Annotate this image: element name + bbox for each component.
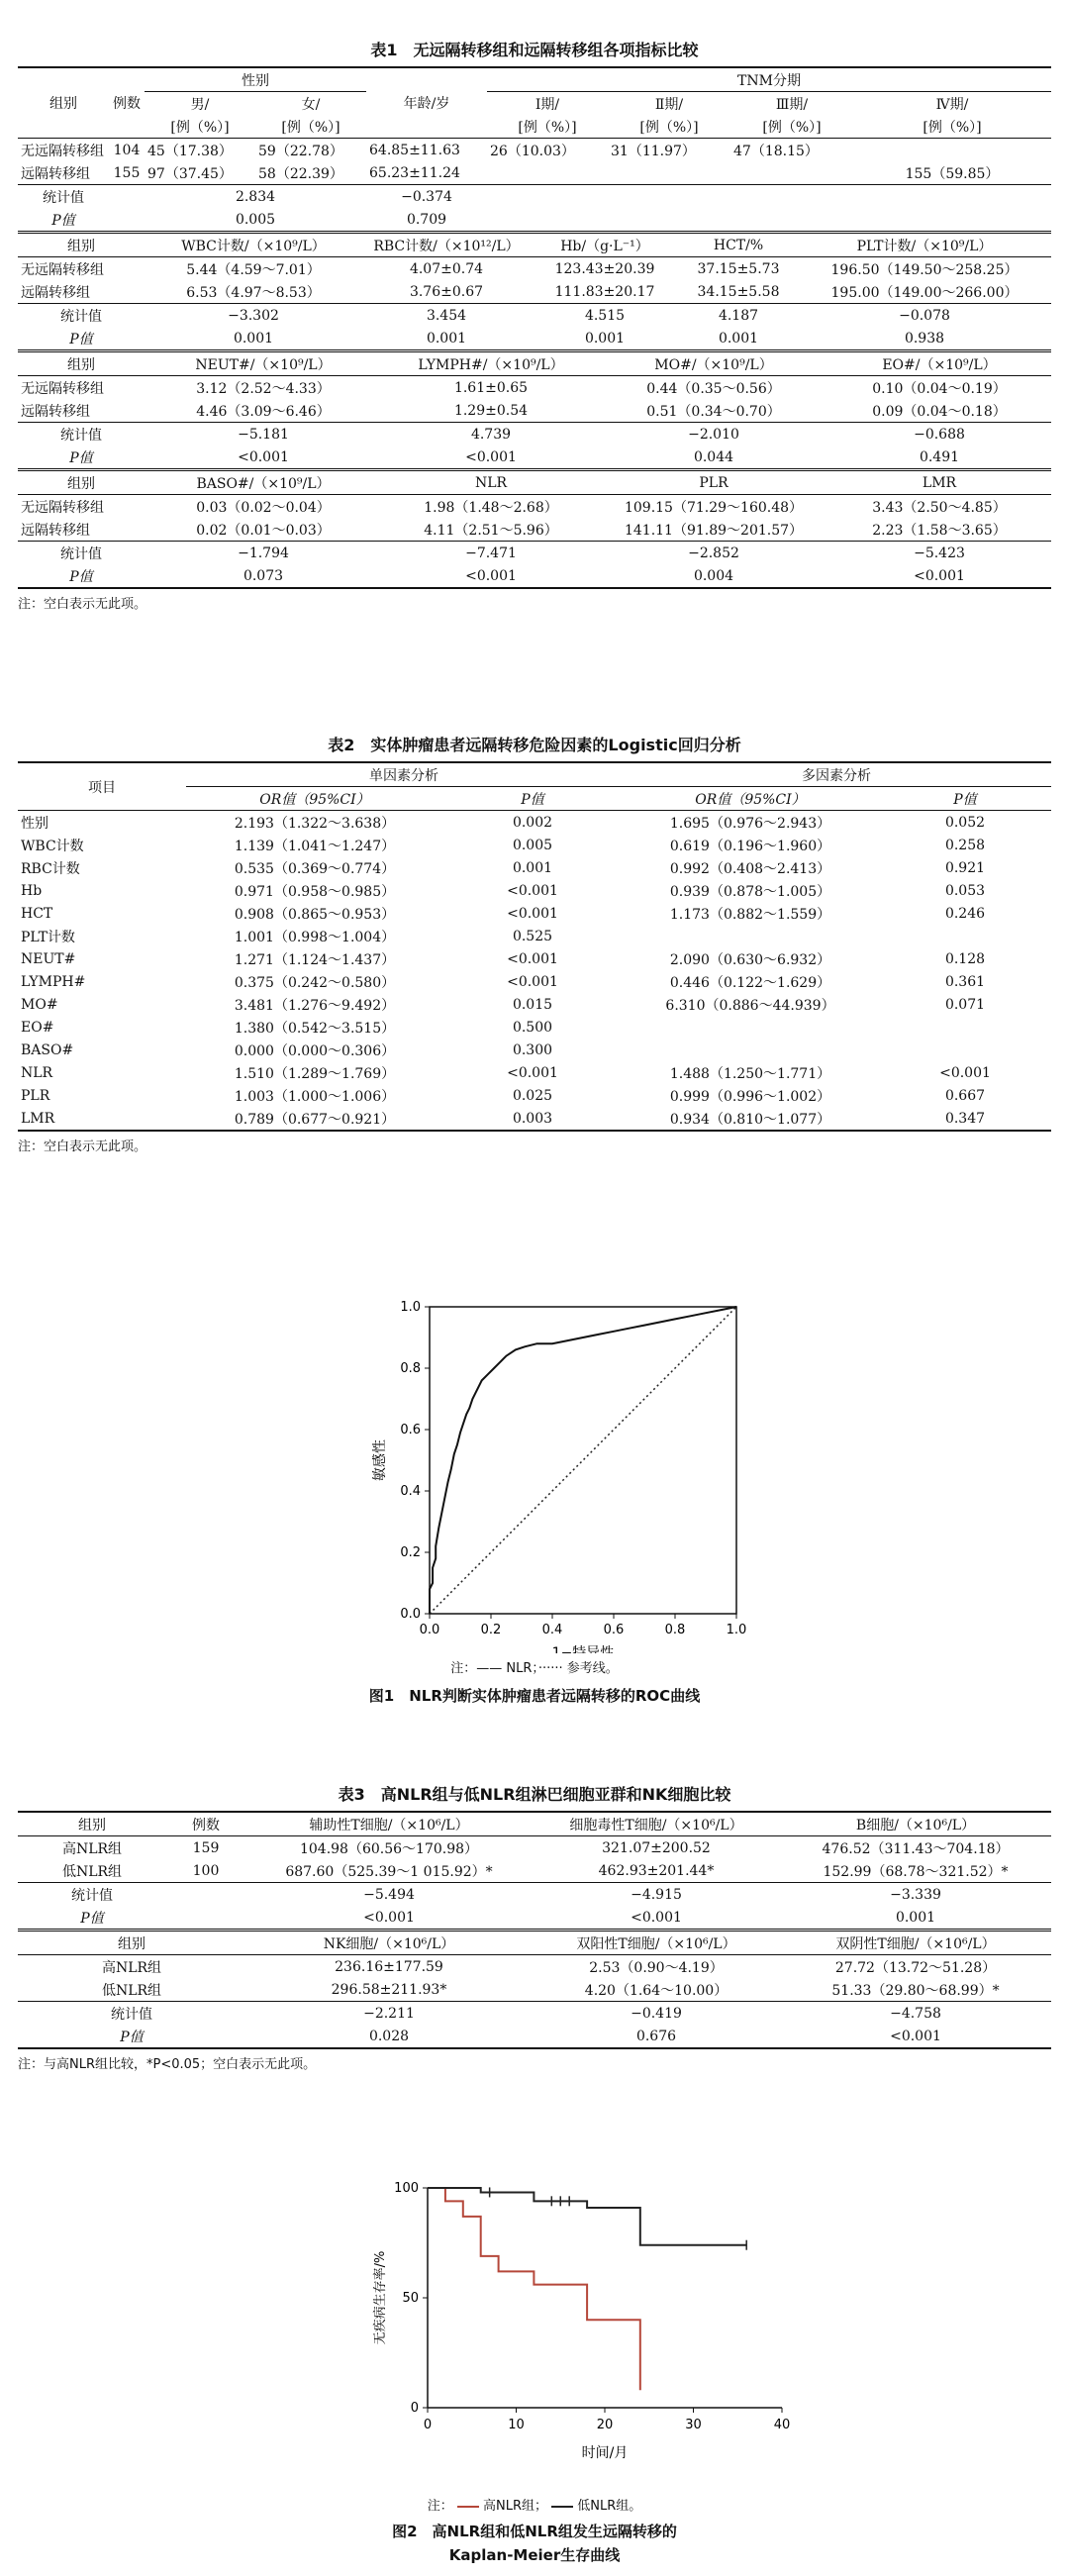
y-tick-label: 100: [394, 2181, 419, 2196]
y-tick-label: 50: [402, 2291, 419, 2306]
x-tick-label: 0.4: [541, 1623, 563, 1637]
reference-line: [430, 1307, 736, 1614]
table3-note: 注：与高NLR组比较，*P<0.05；空白表示无此项。: [18, 2057, 317, 2072]
table-row: 高NLR组 159 104.98（60.56～170.98） 321.07±200.52 476.52（311.43～704.18）: [61, 1839, 1010, 1857]
header-stage4: Ⅳ期/: [935, 96, 969, 113]
table1: [18, 38, 1051, 612]
figure1-legend: 注：—— NLR；······ 参考线。: [450, 1661, 619, 1676]
y-tick-label: 0.0: [400, 1607, 421, 1622]
table1-sec4: 组别 BASO#/（×10⁹/L） NLR PLR LMR 无远隔转移组 0.03（0.02～0.04） 1.98（1.48～2.68） 109.15（71.29～160.48） 3.43（2.50～4.85） 远隔转移组 0.02（0.01～0.03） 4.11（2.51～5.96） 141.11（91.89～201.57） 2.23（1.58～3.65） 统计值 −1.794 −7.471 −2.852 −5.423 P值 0.073 <0.001 0.004 <0.001: [18, 468, 1051, 589]
x-tick-label: 0: [423, 2418, 433, 2432]
y-tick-label: 0.2: [400, 1545, 421, 1560]
table3-sec1: 组别 例数 辅助性T细胞/（×10⁶/L） 细胞毒性T细胞/（×10⁶/L） B细胞/（×10⁶/L） 高NLR组 159 104.98（60.56～170.98） 321.07±200.52 476.52（311.43～704.18） 低NLR组 100 687.60（525.39～1 015.92）* 462.93±201.44* 152.99（68.78～321.52）* 统计值 −5.494 −4.915 −3.339 P值 <0.001 <0.001 0.001: [18, 1811, 1051, 1929]
header-pct: [例（%）]: [639, 119, 699, 136]
x-axis-label: 1−特异性: [551, 1645, 615, 1653]
header-stage2: Ⅱ期/: [654, 96, 684, 113]
table-row: 无远隔转移组 5.44（4.59～7.01） 4.07±0.74 123.43±20.39 37.15±5.73 196.50（149.50～258.25）: [21, 260, 1019, 278]
table2-body: [18, 761, 1051, 1132]
header-pct: [例（%）]: [518, 119, 577, 136]
figure2-caption-line2: Kaplan-Meier生存曲线: [448, 2546, 621, 2564]
x-tick-label: 0.2: [480, 1623, 502, 1637]
header-tnm: TNM分期: [487, 67, 1051, 92]
figure2: [0, 2168, 1069, 2574]
legend-line-high: [457, 2506, 479, 2508]
x-tick-label: 30: [685, 2418, 702, 2432]
legend-label-low: 低NLR组。: [577, 2499, 642, 2514]
table-row: LMR 0.789（0.677～0.921） 0.003 0.934（0.810～1.077） 0.347: [21, 1110, 986, 1128]
km-line-high-nlr: [428, 2188, 640, 2390]
figure2-caption-line1: 图2 高NLR组和低NLR组发生远隔转移的: [392, 2523, 677, 2540]
x-tick-label: 20: [596, 2418, 614, 2432]
header-pct: [例（%）]: [281, 119, 340, 136]
header-item: 项目: [88, 779, 116, 796]
table-row: NEUT# 1.271（1.124～1.437） <0.001 2.090（0.630～6.932） 0.128: [21, 950, 986, 968]
header-male: 男/: [190, 96, 210, 113]
header-univariate: 单因素分析: [186, 762, 622, 787]
figure2-legend: [0, 2495, 1069, 2514]
table-row: P值 0.005 0.709: [51, 211, 447, 229]
table2: [18, 733, 1051, 1154]
header-female: 女/: [301, 96, 321, 113]
header-p: P值: [521, 791, 544, 808]
table-row: 低NLR组 296.58±211.93* 4.20（1.64～10.00） 51.33（29.80～68.99）*: [101, 1981, 1000, 1999]
table-row: 统计值 −5.181 4.739 −2.010 −0.688: [18, 423, 1051, 446]
header-multivariate: 多因素分析: [622, 762, 1051, 787]
x-tick-label: 40: [773, 2418, 791, 2432]
table-row: 统计值 −1.794 −7.471 −2.852 −5.423: [18, 542, 1051, 565]
table1-note: 注：空白表示无此项。: [18, 597, 147, 612]
table-row: HCT 0.908（0.865～0.953） <0.001 1.173（0.882～1.559） 0.246: [21, 905, 986, 923]
table1-sec3: 组别 NEUT#/（×10⁹/L） LYMPH#/（×10⁹/L） MO#/（×10⁹/L） EO#/（×10⁹/L） 无远隔转移组 3.12（2.52～4.33） 1.61±0.65 0.44（0.35～0.56） 0.10（0.04～0.19） 远隔转移组 4.46（3.09～6.46） 1.29±0.54 0.51（0.34～0.70） 0.09（0.04～0.18） 统计值 −5.181 4.739 −2.010 −0.688 P值 <0.001 <0.001 0.044 0.491: [18, 349, 1051, 468]
table-row: 无远隔转移组 104 45（17.38） 59（22.78） 64.85±11.63 26（10.03） 31（11.97） 47（18.15）: [21, 142, 819, 159]
table-row: 统计值 2.834 −0.374: [18, 185, 1051, 209]
header-or: OR值（95%CI）: [695, 791, 806, 808]
table1-title: 表1 无远隔转移组和远隔转移组各项指标比较: [370, 41, 699, 59]
table-row: LYMPH# 0.375（0.242～0.580） <0.001 0.446（0.122～1.629） 0.361: [21, 973, 986, 991]
table1-sec2: 组别 WBC计数/（×10⁹/L） RBC计数/（×10¹²/L） Hb/（g·L⁻¹） HCT/% PLT计数/（×10⁹/L） 无远隔转移组 5.44（4.59～7.01） 4.07±0.74 123.43±20.39 37.15±5.73 196.50（149.50～258.25） 远隔转移组 6.53（4.97～8.53） 3.76±0.67 111.83±20.17 34.15±5.58 195.00（149.00～266.00） 统计值 −3.302 3.454 4.515 4.187 −0.078 P值 0.001 0.001 0.001 0.001 0.938: [18, 231, 1051, 349]
roc-chart: [0, 1287, 1069, 1653]
table3-sec2: 组别 NK细胞/（×10⁶/L） 双阳性T细胞/（×10⁶/L） 双阴性T细胞/（×10⁶/L） 高NLR组 236.16±177.59 2.53（0.90～4.19） 27.72（13.72～51.28） 低NLR组 296.58±211.93* 4.20（1.64～10.00） 51.33（29.80～68.99）* 统计值 −2.211 −0.419 −4.758 P值 0.028 0.676 <0.001: [18, 1929, 1051, 2049]
header-stage1: Ⅰ期/: [534, 96, 560, 113]
table-row: 远隔转移组 0.02（0.01～0.03） 4.11（2.51～5.96） 141.11（91.89～201.57） 2.23（1.58～3.65）: [21, 522, 1007, 539]
y-tick-label: 0.6: [400, 1423, 421, 1437]
table-row: EO# 1.380（0.542～3.515） 0.500: [21, 1019, 553, 1037]
table-row: 性别 2.193（1.322～3.638） 0.002 1.695（0.976～2.943） 0.052: [21, 814, 986, 832]
y-tick-label: 0: [410, 2401, 419, 2416]
y-tick-label: 0.4: [400, 1484, 421, 1499]
x-tick-label: 0.6: [603, 1623, 625, 1637]
table-row: PLR 1.003（1.000～1.006） 0.025 0.999（0.996～1.002） 0.667: [21, 1087, 986, 1105]
figure1-caption: 图1 NLR判断实体肿瘤患者远隔转移的ROC曲线: [368, 1687, 701, 1705]
header-pct: [例（%）]: [762, 119, 822, 136]
table-row: PLT计数 1.001（0.998～1.004） 0.525: [21, 928, 553, 945]
header-pct: [例（%）]: [923, 119, 982, 136]
table-row: Hb 0.971（0.958～0.985） <0.001 0.939（0.878～1.005） 0.053: [21, 882, 986, 900]
table-row: RBC计数 0.535（0.369～0.774） 0.001 0.992（0.408～2.413） 0.921: [21, 859, 986, 877]
table-row: 远隔转移组 6.53（4.97～8.53） 3.76±0.67 111.83±20.17 34.15±5.58 195.00（149.00～266.00）: [21, 283, 1019, 301]
x-tick-label: 10: [508, 2418, 525, 2432]
header-or: OR值（95%CI）: [259, 791, 370, 808]
x-axis-label: 时间/月: [581, 2445, 629, 2461]
legend-line-low: [551, 2506, 573, 2508]
legend-prefix: 注：: [427, 2499, 453, 2514]
header-stage3: Ⅲ期/: [775, 96, 809, 113]
header-n: 例数: [113, 96, 141, 112]
table-row: 远隔转移组 155 97（37.45） 58（22.39） 65.23±11.24 155（59.85）: [21, 164, 1000, 182]
header-group: 组别: [49, 96, 77, 112]
table-row: P值 0.073 <0.001 0.004 <0.001: [69, 567, 965, 585]
table-row: MO# 3.481（1.276～9.492） 0.015 6.310（0.886～44.939） 0.071: [21, 996, 986, 1014]
table-row: 无远隔转移组 3.12（2.52～4.33） 1.61±0.65 0.44（0.35～0.56） 0.10（0.04～0.19）: [21, 379, 1007, 397]
table-row: 统计值 −3.302 3.454 4.515 4.187 −0.078: [18, 304, 1051, 328]
km-chart: [0, 2168, 1069, 2485]
table-row: P值 0.028 0.676 <0.001: [120, 2028, 941, 2045]
x-tick-label: 0.0: [419, 1623, 440, 1637]
y-tick-label: 0.8: [400, 1361, 421, 1376]
header-sex: 性别: [145, 67, 366, 92]
table-row: P值 0.001 0.001 0.001 0.001 0.938: [69, 330, 945, 347]
table-row: 统计值 −5.494 −4.915 −3.339: [18, 1883, 1051, 1907]
table1-body: [18, 66, 1051, 231]
table-row: P值 <0.001 <0.001 0.044 0.491: [69, 448, 960, 466]
table-row: WBC计数 1.139（1.041～1.247） 0.005 0.619（0.196～1.960） 0.258: [21, 837, 986, 854]
table2-title: 表2 实体肿瘤患者远隔转移危险因素的Logistic回归分析: [328, 736, 741, 754]
header-pct: [例（%）]: [170, 119, 230, 136]
figure1: [0, 1287, 1069, 1703]
y-tick-label: 1.0: [400, 1300, 421, 1315]
header-p: P值: [953, 791, 977, 808]
table-row: P值 <0.001 <0.001 0.001: [80, 1909, 936, 1927]
legend-label-high: 高NLR组；: [482, 2499, 547, 2514]
y-axis-label: 敏感性: [372, 1439, 388, 1481]
x-tick-label: 1.0: [726, 1623, 747, 1637]
table-row: 无远隔转移组 0.03（0.02～0.04） 1.98（1.48～2.68） 109.15（71.29～160.48） 3.43（2.50～4.85）: [21, 499, 1007, 516]
table-row: 高NLR组 236.16±177.59 2.53（0.90～4.19） 27.72（13.72～51.28）: [101, 1958, 997, 1976]
table-row: 统计值 −2.211 −0.419 −4.758: [18, 2002, 1051, 2026]
table2-note: 注：空白表示无此项。: [18, 1139, 147, 1154]
y-axis-label: 无疾病生存率/%: [373, 2250, 388, 2345]
table-row: NLR 1.510（1.289～1.769） <0.001 1.488（1.250～1.771） <0.001: [21, 1064, 991, 1082]
table-row: BASO# 0.000（0.000～0.306） 0.300: [21, 1041, 553, 1059]
table3-title: 表3 高NLR组与低NLR组淋巴细胞亚群和NK细胞比较: [338, 1785, 731, 1804]
x-tick-label: 0.8: [664, 1623, 686, 1637]
table3: [18, 1782, 1051, 2072]
table-row: 低NLR组 100 687.60（525.39～1 015.92）* 462.93±201.44* 152.99（68.78～321.52）*: [61, 1862, 1009, 1880]
header-age: 年龄/岁: [403, 96, 450, 112]
table-row: 远隔转移组 4.46（3.09～6.46） 1.29±0.54 0.51（0.34～0.70） 0.09（0.04～0.18）: [21, 402, 1007, 420]
